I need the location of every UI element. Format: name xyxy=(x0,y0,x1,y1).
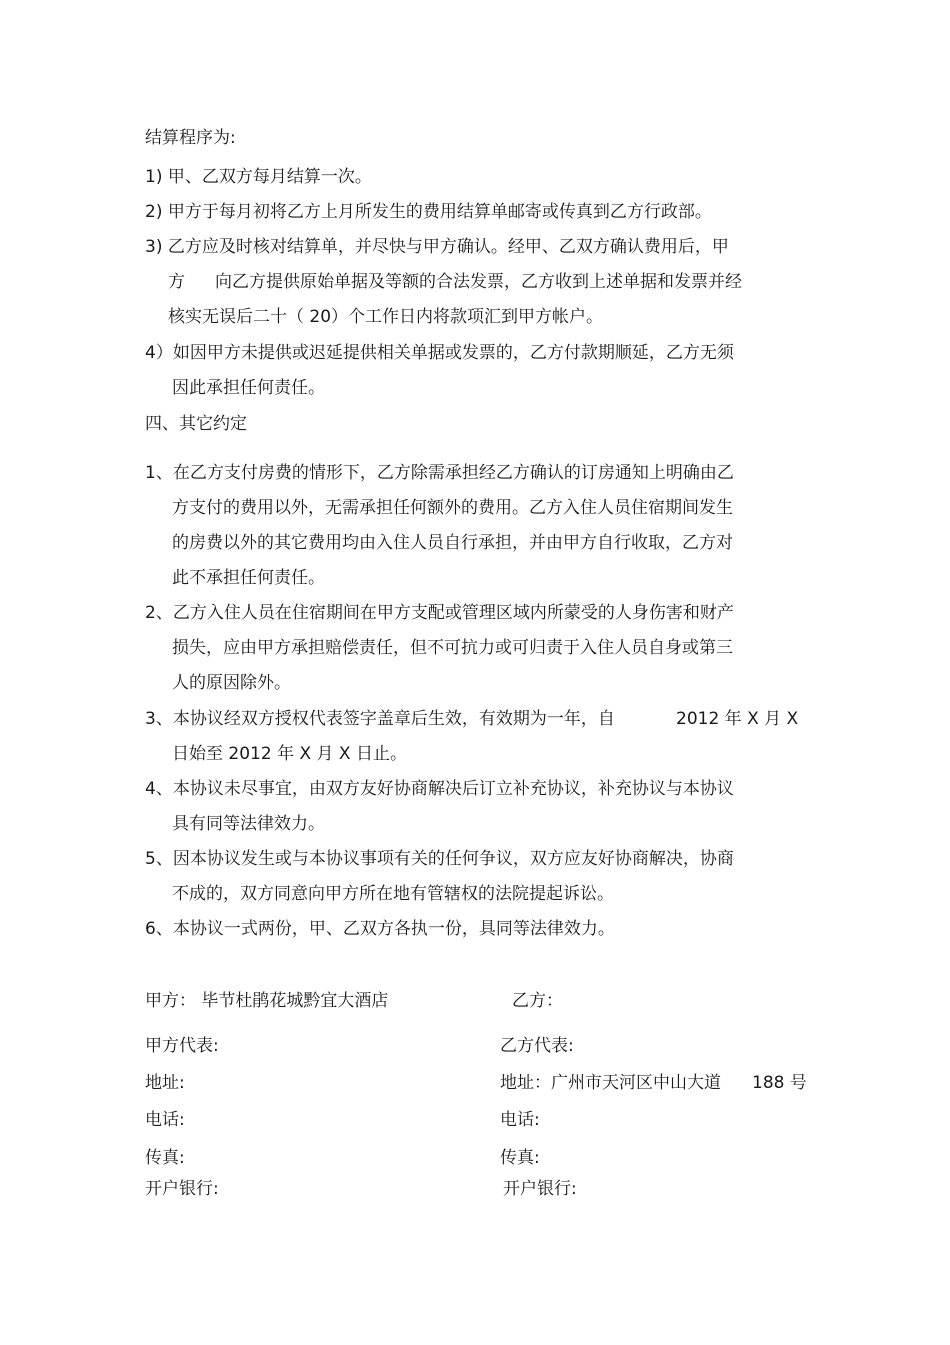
party-b-representative: 乙方代表: xyxy=(500,1036,574,1056)
clause-1-line-1: 1、在乙方支付房费的情形下，乙方除需承担经乙方确认的订房通知上明确由乙 xyxy=(145,463,734,483)
settlement-item-3-line-2 xyxy=(168,272,742,292)
clause-1-line-4: 此不承担任何责任。 xyxy=(172,568,325,588)
clause-6: 6、本协议一式两份，甲、乙双方各执一份，具同等法律效力。 xyxy=(145,919,615,939)
party-b-address: 地址：广州市天河区中山大道 xyxy=(500,1073,721,1093)
party-b-address-number: 188 号 xyxy=(752,1073,807,1093)
clause-4-line-2: 具有同等法律效力。 xyxy=(172,814,325,834)
party-b-fax: 传真: xyxy=(500,1148,540,1168)
settlement-item-4-line-1: 4）如因甲方未提供或迟延提供相关单据或发票的，乙方付款期顺延，乙方无须 xyxy=(145,343,734,363)
clause-5-line-2: 不成的，双方同意向甲方所在地有管辖权的法院提起诉讼。 xyxy=(172,884,614,904)
clause-2-line-2: 损失，应由甲方承担赔偿责任，但不可抗力或可归责于入住人员自身或第三 xyxy=(172,638,733,658)
settlement-heading: 结算程序为: xyxy=(145,128,236,148)
party-a-address: 地址: xyxy=(145,1073,185,1093)
clause-2-line-3: 人的原因除外。 xyxy=(172,673,291,693)
party-a-representative: 甲方代表: xyxy=(145,1036,219,1056)
settlement-item-3-line-2-start: 方 xyxy=(168,272,185,292)
clause-2-line-1: 2、乙方入住人员在住宿期间在甲方支配或管理区域内所蒙受的人身伤害和财产 xyxy=(145,603,734,623)
clause-4-line-1: 4、本协议未尽事宜，由双方友好协商解决后订立补充协议，补充协议与本协议 xyxy=(145,779,734,799)
clause-5-line-1: 5、因本协议发生或与本协议事项有关的任何争议，双方应友好协商解决，协商 xyxy=(145,849,734,869)
clause-1-line-2: 方支付的费用以外，无需承担任何额外的费用。乙方入住人员住宿期间发生 xyxy=(172,498,733,518)
party-b-bank: 开户银行: xyxy=(503,1179,577,1199)
party-b-phone: 电话: xyxy=(500,1110,540,1130)
settlement-item-4-line-2: 因此承担任何责任。 xyxy=(172,378,325,398)
clause-3-line-2: 日始至 2012 年 X 月 X 日止。 xyxy=(172,744,407,764)
settlement-item-3-line-3: 核实无误后二十（ 20）个工作日内将款项汇到甲方帐户。 xyxy=(168,307,604,327)
clause-1-line-3: 的房费以外的其它费用均由入住人员自行承担，并由甲方自行收取，乙方对 xyxy=(172,533,733,553)
settlement-item-2: 2) 甲方于每月初将乙方上月所发生的费用结算单邮寄或传真到乙方行政部。 xyxy=(145,202,712,222)
clause-3-start-date: 2012 年 X 月 X xyxy=(676,709,799,729)
settlement-item-1: 1) 甲、乙双方每月结算一次。 xyxy=(145,167,372,187)
party-a-bank: 开户银行: xyxy=(145,1179,219,1199)
party-a-phone: 电话: xyxy=(145,1110,185,1130)
settlement-item-3-line-2-end: 向乙方提供原始单据及等额的合法发票，乙方收到上述单据和发票并经 xyxy=(215,272,742,292)
settlement-item-3-line-1: 3) 乙方应及时核对结算单，并尽快与甲方确认。经甲、乙双方确认费用后，甲 xyxy=(145,237,729,257)
clause-3-line-1: 3、本协议经双方授权代表签字盖章后生效，有效期为一年，自 xyxy=(145,709,615,729)
party-a-name: 甲方： 毕节杜鹃花城黔宜大酒店 xyxy=(145,991,389,1011)
section-4-heading: 四、其它约定 xyxy=(145,414,247,434)
party-a-fax: 传真: xyxy=(145,1148,185,1168)
party-b-name: 乙方： xyxy=(512,991,563,1011)
